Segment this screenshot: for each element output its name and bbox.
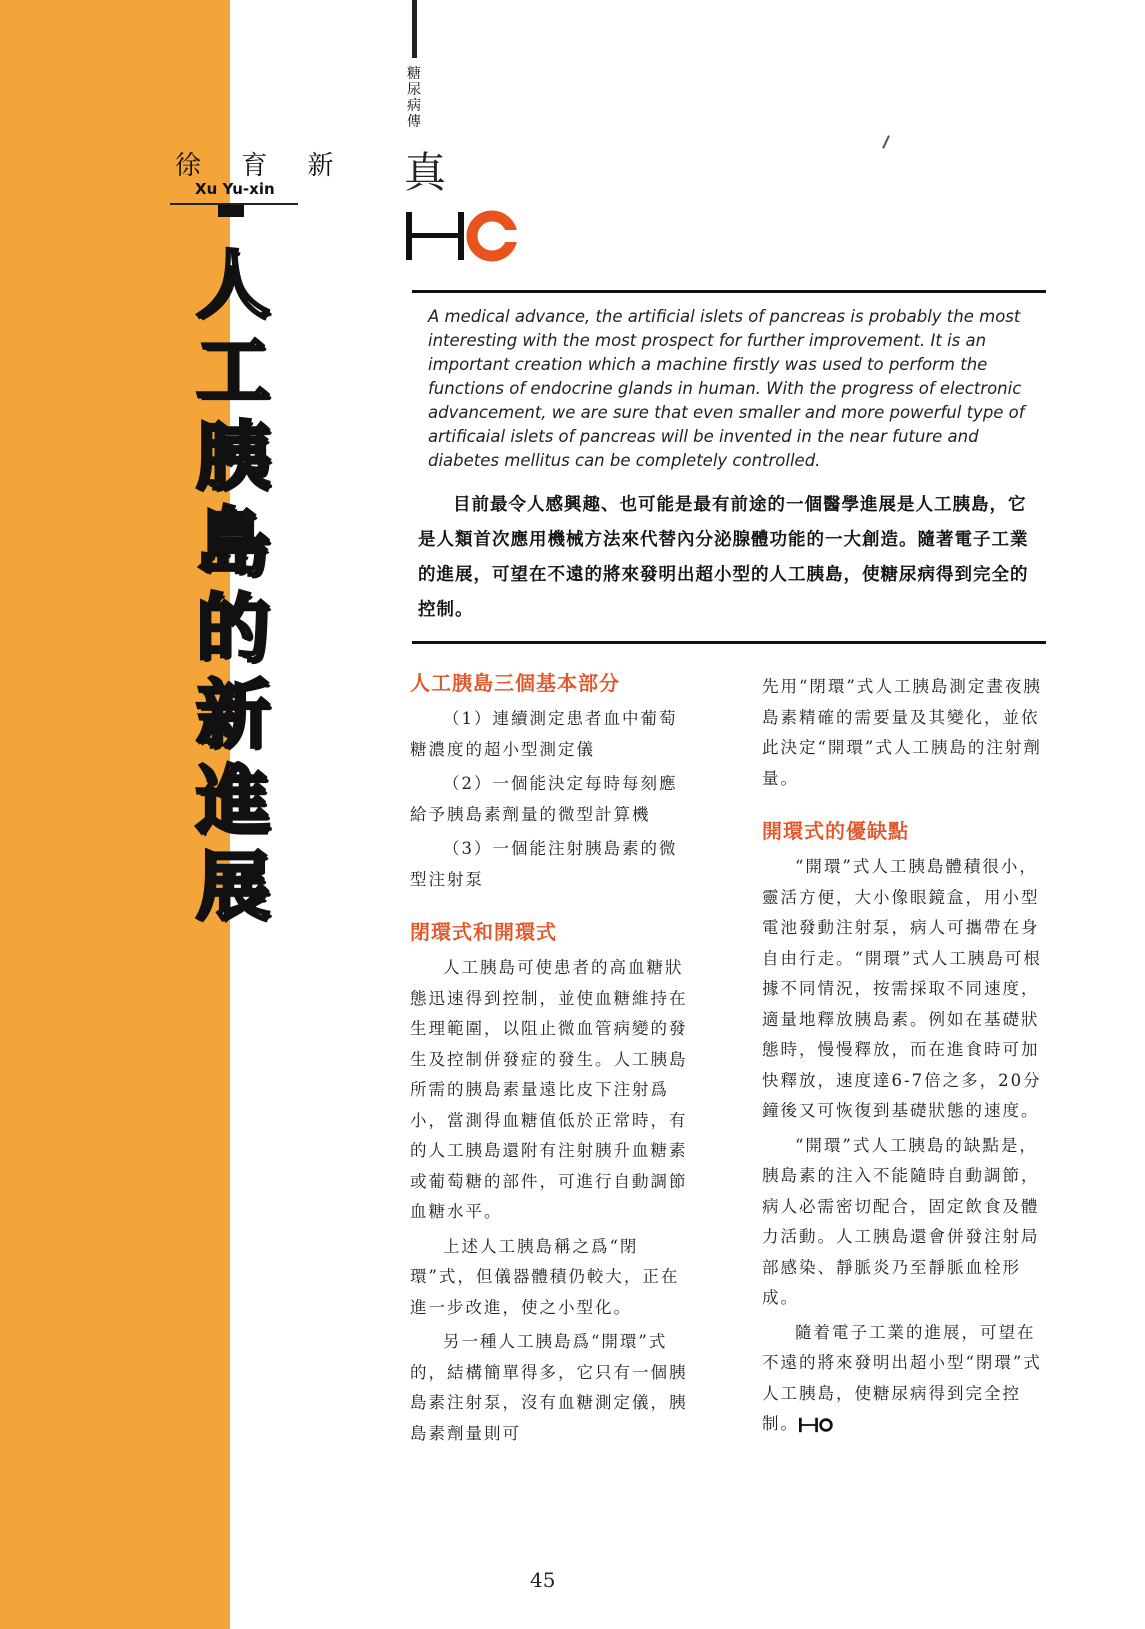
author-name-english: Xu Yu-xin xyxy=(195,180,275,198)
list-item: （2）一個能決定每時每刻應給予胰島素劑量的微型計算機 xyxy=(410,774,678,824)
title-char: 工 xyxy=(196,328,270,414)
page-number: 45 xyxy=(530,1568,556,1592)
masthead-vertical-text xyxy=(404,66,424,130)
closing-text: 隨着電子工業的進展，可望在不遠的將來發明出超小型“閉環”式人工胰島，使糖尿病得到完全控制。 xyxy=(762,1322,1042,1433)
title-char: 展 xyxy=(196,844,270,930)
masthead-bar xyxy=(412,0,417,58)
abstract-chinese: 目前最令人感興趣、也可能是最有前途的一個醫學進展是人工胰島，它是人類首次應用機械方法來代替內分泌腺體功能的一大創造。隨著電子工業的進展，可望在不遠的將來發明出超小型的人工胰島，使糖尿病得到完全的控制。 xyxy=(418,495,1029,620)
section-heading-open-loop-pros-cons: 開環式的優缺點 xyxy=(762,819,909,843)
body-paragraph xyxy=(762,1318,1042,1440)
body-paragraph: 先用“閉環”式人工胰島測定晝夜胰島素精確的需要量及其變化，並依此決定“開環”式人工胰島的注射劑量。 xyxy=(762,677,1042,788)
title-char: 胰 xyxy=(196,414,270,500)
list-item: （1）連續測定患者血中葡萄糖濃度的超小型測定儀 xyxy=(410,709,678,759)
title-char: 人 xyxy=(196,242,270,328)
title-char: 島 xyxy=(196,500,270,586)
masthead-char: 尿 xyxy=(407,82,421,98)
list-item: （3）一個能注射胰島素的微型注射泵 xyxy=(410,839,678,889)
author-name-chinese: 徐 育 新 xyxy=(175,151,350,181)
masthead-calligraphy: 真 xyxy=(404,148,447,197)
right-column xyxy=(762,672,1042,1444)
body-paragraph: “開環”式人工胰島的缺點是，胰島素的注入不能隨時自動調節，病人必需密切配合，固定飲食及體力活動。人工胰島還會併發注射局部感染、靜脈炎乃至靜脈血栓形成。 xyxy=(762,1135,1040,1307)
title-char: 新 xyxy=(196,672,270,758)
left-column xyxy=(410,668,690,1453)
scan-speck xyxy=(882,135,890,149)
body-paragraph: “開環”式人工胰島體積很小，靈活方便，大小像眼鏡盒，用小型電池發動注射泵，病人可攜帶在身自由行走。“開環”式人工胰島可根據不同情況，按需採取不同速度，適量地釋放胰島素。例如在基礎狀態時，慢慢釋放，而在進食時可加快釋放，速度達6-7倍之多，20分鐘後又可恢復到基礎狀態的速度。 xyxy=(762,857,1042,1120)
title-char: 的 xyxy=(196,586,270,672)
section-heading-basic-parts: 人工胰島三個基本部分 xyxy=(410,671,620,695)
hc-logo xyxy=(406,208,526,264)
author-rule-block xyxy=(218,205,244,217)
body-paragraph: 另一種人工胰島爲“開環”式的，結構簡單得多，它只有一個胰島素注射泵，沒有血糖測定儀，胰島素劑量則可 xyxy=(410,1332,688,1443)
section-gap xyxy=(762,798,1042,816)
top-rule xyxy=(412,290,1046,293)
masthead-char: 傳 xyxy=(407,114,421,130)
abstract-english: A medical advance, the artificial islets of pancreas is probably the most interesting with the most prospect for further improvement. It is an important creation which a machine firstly was used to perform the functions of endocrine glands in human. With the progress of electronic advancement, we are sure that even smaller and more powerful type of artificaial islets of pancreas will be invented in the near future and diabetes mellitus can be completely controlled. xyxy=(428,307,1025,470)
body-paragraph: 上述人工胰島稱之爲“閉環”式，但儀器體積仍較大，正在進一步改進，使之小型化。 xyxy=(410,1236,680,1317)
end-mark-logo-icon xyxy=(799,1416,835,1434)
abstract-bottom-rule xyxy=(412,641,1046,644)
masthead-char: 糖 xyxy=(407,66,421,82)
section-heading-closed-open-loop: 閉環式和開環式 xyxy=(410,920,557,944)
body-paragraph: 人工胰島可使患者的高血糖狀態迅速得到控制，並使血糖維持在生理範圍，以阻止微血管病變的發生及控制併發症的發生。人工胰島所需的胰島素量遠比皮下注射爲小，當測得血糖值低於正常時，有的人工胰島還附有注射胰升血糖素或葡萄糖的部件，可進行自動調節血糖水平。 xyxy=(410,958,688,1221)
article-title xyxy=(188,242,278,930)
masthead-char: 病 xyxy=(407,98,421,114)
title-char: 進 xyxy=(196,758,270,844)
section-gap xyxy=(410,899,690,917)
